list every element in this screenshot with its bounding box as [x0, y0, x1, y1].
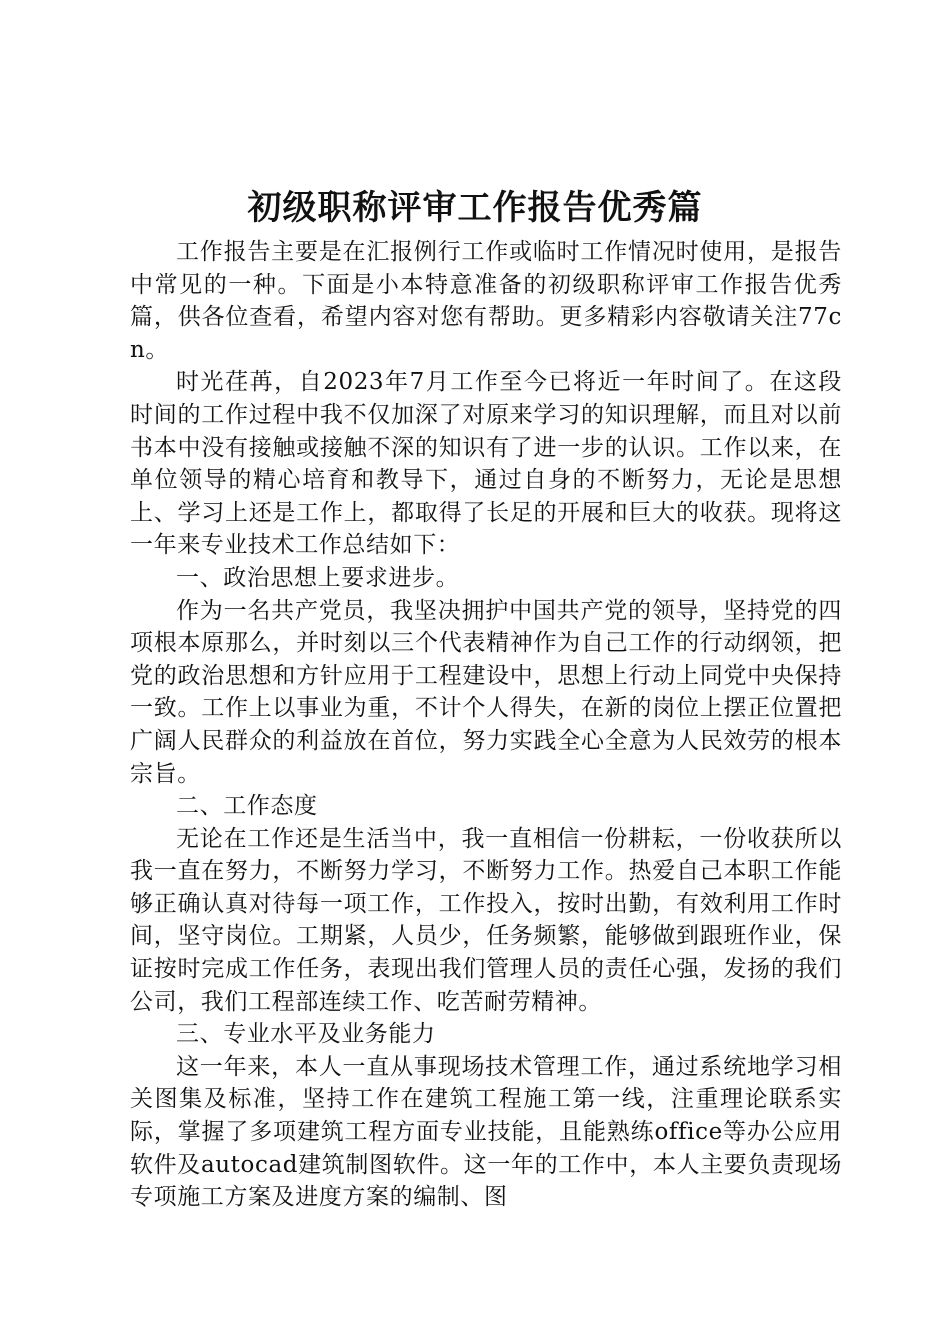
attitude-paragraph: 无论在工作还是生活当中，我一直相信一份耕耘，一份收获所以我一直在努力，不断努力学习，不断努力工作。热爱自己本职工作能够正确认真对待每一项工作，工作投入，按时出勤，有效利用工作时间，坚守岗位。工期紧，人员少，任务频繁，能够做到跟班作业，保证按时完成工作任务，表现出我们管理人员的责任心强，发扬的我们公司，我们工程部连续工作、吃苦耐劳精神。: [130, 825, 842, 1015]
summary-paragraph: 时光荏苒，自2023年7月工作至今已将近一年时间了。在这段时间的工作过程中我不仅加深了对原来学习的知识理解，而且对以前书本中没有接触或接触不深的知识有了进一步的认识。工作以来，在单位领导的精心培育和教导下，通过自身的不断努力，无论是思想上、学习上还是工作上，都取得了长足的开展和巨大的收获。现将这一年来专业技术工作总结如下：: [130, 369, 842, 559]
intro-paragraph: 工作报告主要是在汇报例行工作或临时工作情况时使用，是报告中常见的一种。下面是小本特意准备的初级职称评审工作报告优秀篇，供各位查看，希望内容对您有帮助。更多精彩内容敬请关注77cn。: [130, 239, 842, 363]
section-heading-politics: 一、政治思想上要求进步。: [176, 564, 460, 591]
skills-paragraph: 这一年来，本人一直从事现场技术管理工作，通过系统地学习相关图集及标准，坚持工作在建筑工程施工第一线，注重理论联系实际，掌握了多项建筑工程方面专业技能，且能熟练office等办公应用软件及autocad建筑制图软件。这一年的工作中，本人主要负责现场专项施工方案及进度方案的编制、图: [130, 1053, 842, 1211]
section-heading-attitude: 二、工作态度: [176, 793, 318, 820]
politics-paragraph: 作为一名共产党员，我坚决拥护中国共产党的领导，坚持党的四项根本原那么，并时刻以三个代表精神作为自己工作的行动纲领，把党的政治思想和方针应用于工程建设中，思想上行动上同党中央保持一致。工作上以事业为重，不计个人得失，在新的岗位上摆正位置把广阔人民群众的利益放在首位，努力实践全心全意为人民效劳的根本宗旨。: [130, 597, 842, 787]
section-heading-skills: 三、专业水平及业务能力: [176, 1021, 436, 1048]
document-body: [130, 236, 842, 1214]
document-title: 初级职称评审工作报告优秀篇: [247, 188, 703, 228]
